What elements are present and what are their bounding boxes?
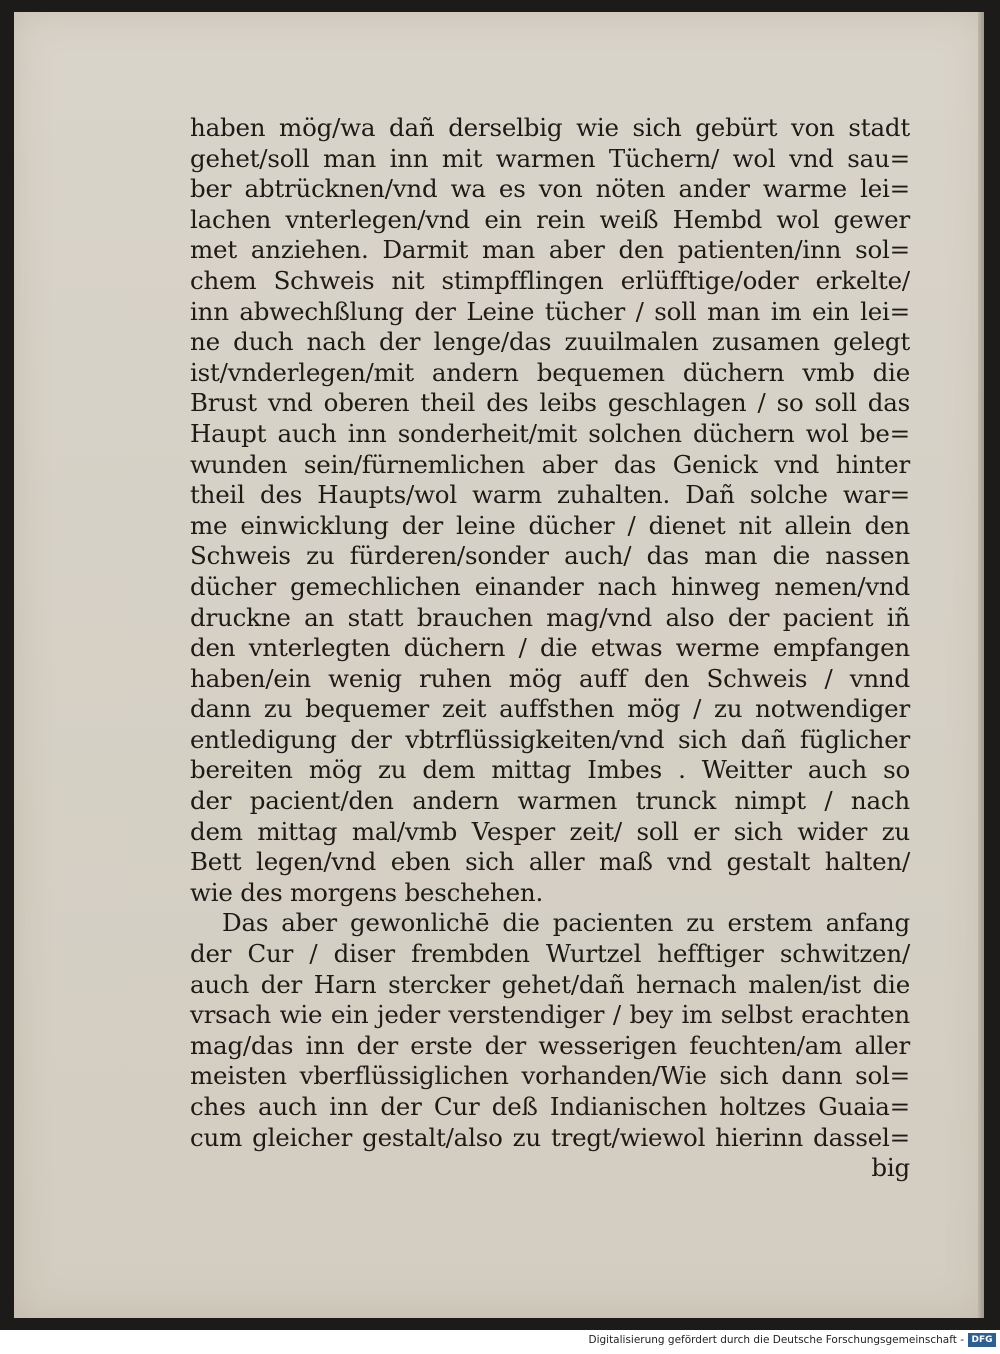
text-line: ne duch nach der lenge/das zuuilmalen zusamen gelegt: [190, 327, 910, 357]
text-line: der pacient/den andern warmen trunck nimpt / nach: [190, 786, 910, 816]
text-line: meisten vberflüssiglichen vorhanden/Wie sich dann sol=: [190, 1061, 910, 1091]
catchword: big: [871, 1153, 910, 1183]
text-line: chem Schweis nit stimpfflingen erlüfftige/oder erkelte/: [190, 265, 910, 295]
text-line: theil des Haupts/wol warm zuhalten. Dañ solche war=: [190, 480, 910, 510]
dfg-logo: DFG: [968, 1333, 996, 1347]
text-line: met anziehen. Darmit man aber den patienten/inn sol=: [190, 235, 910, 265]
text-line: der Cur / diser frembden Wurtzel hefftiger schwitzen/: [190, 939, 910, 969]
text-line: druckne an statt brauchen mag/vnd also der pacient iñ: [190, 602, 910, 632]
text-line: auch der Harn stercker gehet/dañ hernach malen/ist die: [190, 969, 910, 999]
text-line: entledigung der vbtrflüssigkeiten/vnd sich dañ füglicher: [190, 724, 910, 754]
text-line: den vnterlegten düchern / die etwas werme empfangen: [190, 633, 910, 663]
text-line: ist/vnderlegen/mit andern bequemen düchern vmb die: [190, 357, 910, 387]
text-line: Brust vnd oberen theil des leibs geschlagen / so soll das: [190, 388, 910, 418]
text-line: inn abwechßlung der Leine tücher / soll man im ein lei=: [190, 296, 910, 326]
text-line: wie des morgens beschehen.: [190, 877, 544, 907]
text-line: Bett legen/vnd eben sich aller maß vnd gestalt halten/: [190, 847, 910, 877]
funding-credit: Digitalisierung gefördert durch die Deutsche Forschungsgemeinschaft -: [588, 1334, 964, 1346]
text-line: wunden sein/fürnemlichen aber das Genick vnd hinter: [190, 449, 910, 479]
text-line: ber abtrücknen/vnd wa es von nöten ander warme lei=: [190, 174, 910, 204]
text-line: Das aber gewonlichē die pacienten zu erstem anfang: [222, 908, 910, 938]
text-line: vrsach wie ein jeder verstendiger / bey im selbst erachten: [190, 1000, 910, 1030]
text-line: lachen vnterlegen/vnd ein rein weiß Hembd wol gewer: [190, 204, 910, 234]
footer-bar: [0, 1330, 1000, 1354]
page-edge: [978, 12, 984, 1318]
text-line: gehet/soll man inn mit warmen Tüchern/ wol vnd sau=: [190, 143, 910, 173]
text-line: Schweis zu fürderen/sonder auch/ das man die nassen: [190, 541, 910, 571]
text-line: mag/das inn der erste der wesserigen feuchten/am aller: [190, 1030, 910, 1060]
text-line: me einwicklung der leine dücher / dienet nit allein den: [190, 510, 910, 540]
body-text: [190, 113, 910, 1184]
text-line: haben mög/wa dañ derselbig wie sich gebürt von stadt: [190, 113, 910, 142]
text-line: ches auch inn der Cur deß Indianischen holtzes Guaia=: [190, 1092, 910, 1121]
text-line: haben/ein wenig ruhen mög auff den Schweis / vnnd: [190, 663, 910, 693]
text-line: dann zu bequemer zeit auffsthen mög / zu notwendiger: [190, 694, 910, 724]
text-line: cum gleicher gestalt/also zu tregt/wiewol hierinn dassel=: [190, 1122, 910, 1152]
text-line: dücher gemechlichen einander nach hinweg nemen/vnd: [190, 571, 910, 601]
text-line: Haupt auch inn sonderheit/mit solchen düchern wol be=: [190, 418, 910, 448]
text-line: dem mittag mal/vmb Vesper zeit/ soll er sich wider zu: [190, 816, 910, 846]
text-line: bereiten mög zu dem mittag Imbes . Weitter auch so: [190, 755, 910, 785]
